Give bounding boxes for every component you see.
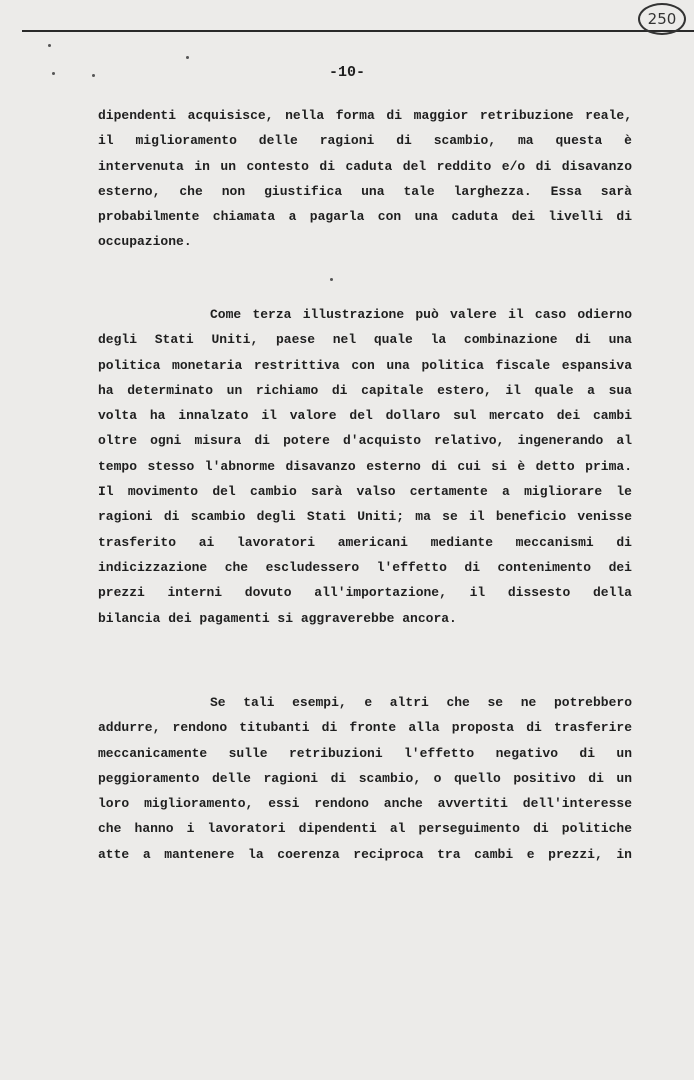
paragraph-2 <box>98 302 632 631</box>
text-line: peggioramento delle ragioni di scambio, o quello positivo di un <box>98 770 632 786</box>
paragraph-1 <box>98 103 632 255</box>
text-line: intervenuta in un contesto di caduta del reddito e/o di disavanzo <box>98 158 632 174</box>
text-line: meccanicamente sulle retribuzioni l'effetto negativo di un <box>98 745 632 761</box>
text-line: atte a mantenere la coerenza reciproca tra cambi e prezzi, in <box>98 846 632 862</box>
text-line: volta ha innalzato il valore del dollaro sul mercato dei cambi <box>98 408 632 424</box>
text-line: politica monetaria restrittiva con una politica fiscale espansiva <box>98 357 632 373</box>
text-line: degli Stati Uniti, paese nel quale la combinazione di una <box>98 332 632 348</box>
text-line: dipendenti acquisisce, nella forma di maggior retribuzione reale, <box>98 108 632 123</box>
text-line: trasferito ai lavoratori americani mediante meccanismi di <box>98 534 632 550</box>
text-line: ragioni di scambio degli Stati Uniti; ma se il beneficio venisse <box>98 509 632 525</box>
text-line: occupazione. <box>98 234 192 250</box>
text-line: addurre, rendono titubanti di fronte alla proposta di trasferire <box>98 720 632 736</box>
text-line: indicizzazione che escludessero l'effetto di contenimento dei <box>98 559 632 575</box>
text-line: probabilmente chiamata a pagarla con una caduta dei livelli di <box>98 209 632 225</box>
speck <box>330 278 333 281</box>
text-line: prezzi interni dovuto all'importazione, il dissesto della <box>98 585 632 601</box>
speck <box>48 44 51 47</box>
text-line: Se tali esempi, e altri che se ne potrebbero <box>210 695 632 710</box>
paragraph-3 <box>98 690 632 867</box>
text-line: Come terza illustrazione può valere il caso odierno <box>210 307 632 322</box>
page-stamp: 250 <box>638 3 686 35</box>
text-line: bilancia dei pagamenti si aggraverebbe ancora. <box>98 610 457 626</box>
text-line: il miglioramento delle ragioni di scambio, ma questa è <box>98 133 632 149</box>
text-line: ha determinato un richiamo di capitale estero, il quale a sua <box>98 382 632 398</box>
text-line: loro miglioramento, essi rendono anche avvertiti dell'interesse <box>98 796 632 812</box>
text-line: tempo stesso l'abnorme disavanzo esterno di cui si è detto prima. <box>98 458 632 474</box>
speck <box>186 56 189 59</box>
text-line: oltre ogni misura di potere d'acquisto relativo, ingenerando al <box>98 433 632 449</box>
top-rule <box>22 30 694 32</box>
text-line: Il movimento del cambio sarà valso certamente a migliorare le <box>98 484 632 500</box>
page-number: -10- <box>328 64 365 81</box>
text-line: esterno, che non giustifica una tale larghezza. Essa sarà <box>98 183 632 199</box>
text-line: che hanno i lavoratori dipendenti al perseguimento di politiche <box>98 821 632 837</box>
